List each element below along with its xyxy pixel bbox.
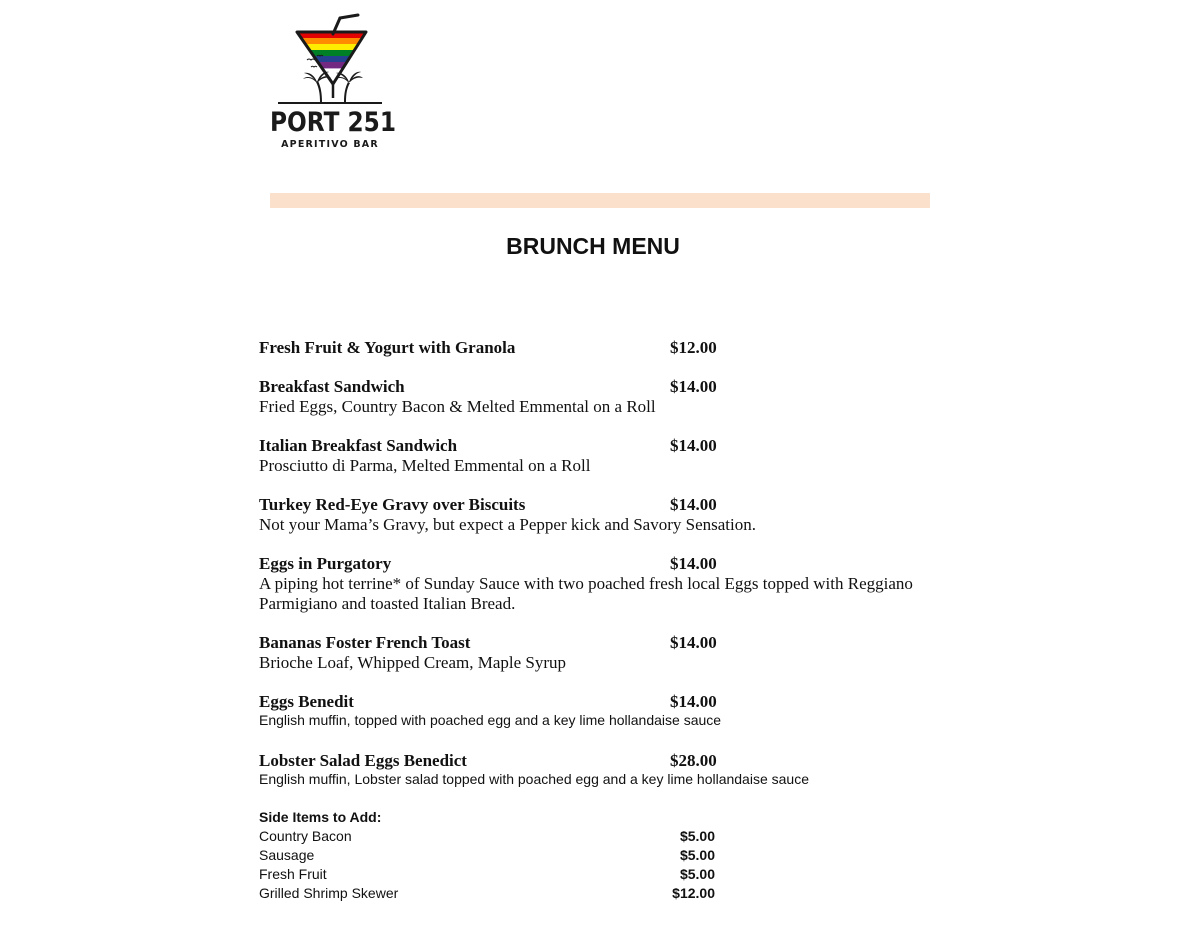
menu-item-price: $14.00 xyxy=(670,377,717,396)
logo xyxy=(270,10,396,155)
martini-glass-rainbow-palm-icon xyxy=(270,10,390,110)
rainbow-stripe xyxy=(290,44,375,50)
menu-item-price: $28.00 xyxy=(670,751,717,770)
rainbow-stripe xyxy=(290,50,375,56)
side-item-price: $5.00 xyxy=(679,866,715,882)
side-item xyxy=(259,884,729,903)
menu-item xyxy=(259,376,939,417)
menu-item-name: Eggs Benedit xyxy=(259,692,354,711)
menu-item-name: Fresh Fruit & Yogurt with Granola xyxy=(259,338,516,357)
menu-item-price: $14.00 xyxy=(670,554,717,573)
menu-item-name: Italian Breakfast Sandwich xyxy=(259,436,458,455)
brand-name: PORT 251 xyxy=(270,107,396,138)
side-item-name: Sausage xyxy=(259,847,315,863)
menu-title: BRUNCH MENU xyxy=(506,233,680,259)
menu-item-description: English muffin, topped with poached egg and a key lime hollandaise sauce xyxy=(259,712,722,728)
accent-band xyxy=(270,193,930,208)
menu-item-price: $14.00 xyxy=(670,436,717,455)
menu-item-name: Eggs in Purgatory xyxy=(259,554,392,573)
menu-item xyxy=(259,337,939,358)
side-items-title: Side Items to Add: xyxy=(259,809,382,825)
menu-item-description: A piping hot terrine* of Sunday Sauce with two poached fresh local Eggs topped with Reggiano Parmigiano and toasted Italian Bread. xyxy=(259,574,913,613)
menu-item-name: Turkey Red-Eye Gravy over Biscuits xyxy=(259,495,526,514)
menu-item-price: $14.00 xyxy=(670,633,717,652)
rainbow-stripe xyxy=(290,56,375,62)
menu-item xyxy=(259,553,939,614)
menu-item-description: Fried Eggs, Country Bacon & Melted Emmental on a Roll xyxy=(259,397,656,416)
side-item xyxy=(259,827,729,846)
menu-item-price: $12.00 xyxy=(670,338,717,357)
side-item xyxy=(259,865,729,884)
side-items-section xyxy=(259,808,729,903)
menu-item-description: Prosciutto di Parma, Melted Emmental on a Roll xyxy=(259,456,591,475)
menu-item-price: $14.00 xyxy=(670,495,717,514)
menu-item xyxy=(259,435,939,476)
side-item-price: $5.00 xyxy=(679,828,715,844)
menu-item xyxy=(259,691,939,730)
side-item-name: Grilled Shrimp Skewer xyxy=(259,885,399,901)
menu-item-description: Not your Mama’s Gravy, but expect a Pepper kick and Savory Sensation. xyxy=(259,515,756,534)
menu-item-description: English muffin, Lobster salad topped with poached egg and a key lime hollandaise sauce xyxy=(259,771,809,787)
menu-item xyxy=(259,632,939,673)
menu-item-name: Breakfast Sandwich xyxy=(259,377,405,396)
side-item-name: Country Bacon xyxy=(259,828,352,844)
rainbow-stripe xyxy=(290,62,375,68)
menu-item xyxy=(259,494,939,535)
menu-item-price: $14.00 xyxy=(670,692,717,711)
brand-tagline: APERITIVO BAR xyxy=(281,139,379,150)
menu-item-name: Lobster Salad Eggs Benedict xyxy=(259,751,467,770)
menu-item-name: Bananas Foster French Toast xyxy=(259,633,471,652)
side-item xyxy=(259,846,729,865)
menu-item-description: Brioche Loaf, Whipped Cream, Maple Syrup xyxy=(259,653,567,672)
side-item-name: Fresh Fruit xyxy=(259,866,327,882)
side-item-price: $5.00 xyxy=(679,847,715,863)
menu-item xyxy=(259,750,939,789)
side-item-price: $12.00 xyxy=(672,885,715,901)
